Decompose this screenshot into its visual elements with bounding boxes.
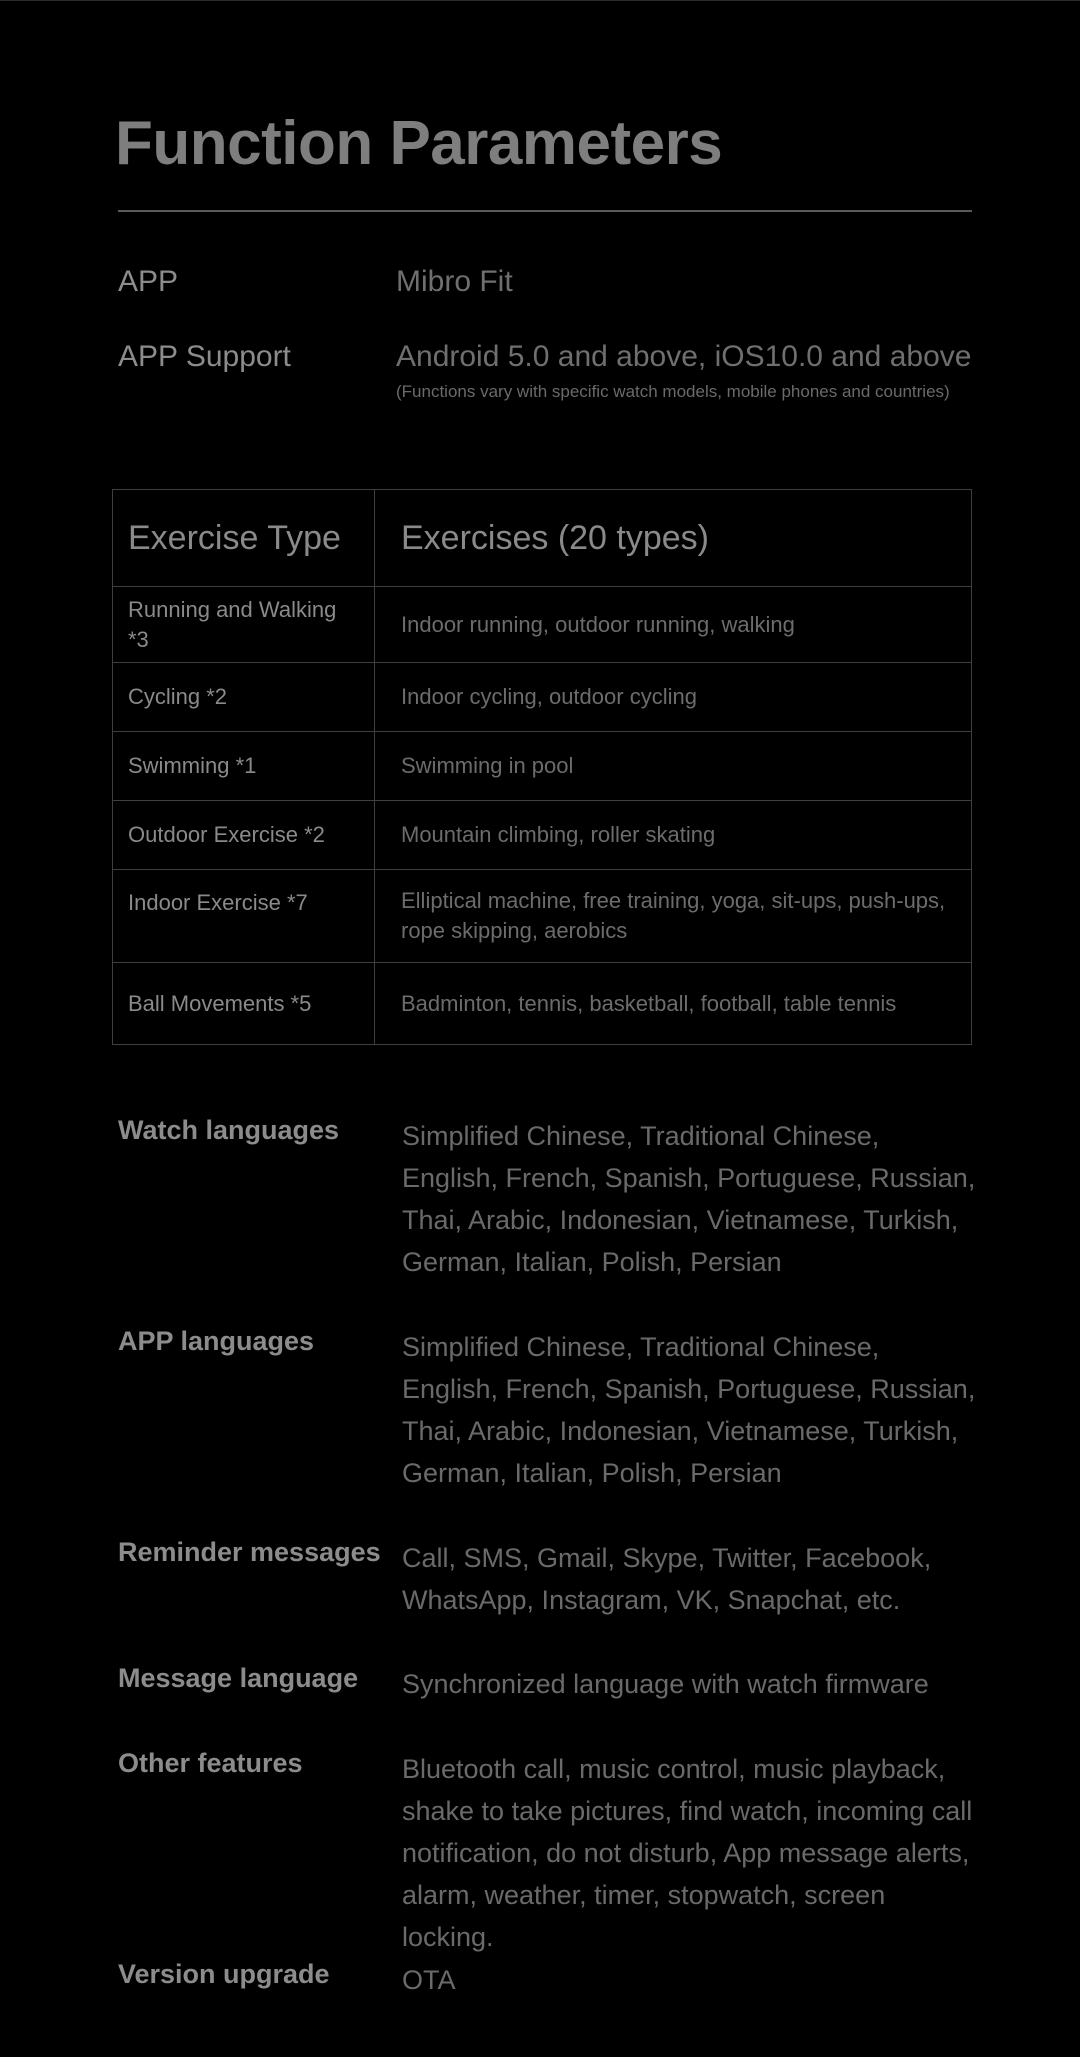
spec-label: Other features [118,1748,303,1778]
spec-value: Call, SMS, Gmail, Skype, Twitter, Facebook, WhatsApp, Instagram, VK, Snapchat, etc. [402,1543,932,1615]
exercise-list-cell: Indoor cycling, outdoor cycling [375,663,972,732]
exercise-list-cell: Badminton, tennis, basketball, football, table tennis [375,963,972,1045]
spec-value: Bluetooth call, music control, music playback, shake to take pictures, find watch, incoming call notification, do not disturb, App message alerts, alarm, weather, timer, stopwatch, screen locking. [402,1754,973,1952]
spec-label: Message language [118,1663,359,1693]
spec-value: Simplified Chinese, Traditional Chinese, English, French, Spanish, Portuguese, Russian, Thai, Arabic, Indonesian, Vietnamese, Turkish, German, Italian, Polish, Persian [402,1332,976,1488]
exercise-type-cell: Swimming *1 [113,732,375,801]
exercise-type-cell: Indoor Exercise *7 [113,870,375,963]
spec-label: Watch languages [118,1115,340,1145]
title-divider [118,210,972,212]
exercise-list-cell: Swimming in pool [375,732,972,801]
spec-label: APP languages [118,1326,315,1356]
spec-label: Reminder messages [118,1537,381,1567]
page-title: Function Parameters [115,109,723,178]
table-row [113,870,972,963]
app-support-label: APP Support [118,340,291,373]
app-support-note: (Functions vary with specific watch models, mobile phones and countries) [396,382,950,401]
exercise-table-header [113,490,972,587]
top-border-line [0,0,1080,1]
exercise-type-header: Exercise Type [113,490,375,587]
exercise-type-cell: Outdoor Exercise *2 [113,801,375,870]
app-support-value: Android 5.0 and above, iOS10.0 and above [396,340,972,373]
exercise-list-cell: Indoor running, outdoor running, walking [375,587,972,663]
exercise-type-cell: Running and Walking *3 [113,587,375,663]
spec-value: Simplified Chinese, Traditional Chinese, English, French, Spanish, Portuguese, Russian, Thai, Arabic, Indonesian, Vietnamese, Turkish, German, Italian, Polish, Persian [402,1121,976,1277]
exercise-list-cell: Elliptical machine, free training, yoga, sit-ups, push-ups, rope skipping, aerobics [375,870,972,963]
exercise-table [112,489,972,1045]
exercise-list-cell: Mountain climbing, roller skating [375,801,972,870]
exercise-type-cell: Cycling *2 [113,663,375,732]
table-row [113,732,972,801]
spec-label: Version upgrade [118,1959,330,1989]
exercises-header: Exercises (20 types) [375,490,972,587]
table-row [113,587,972,663]
table-row [113,963,972,1045]
table-row [113,663,972,732]
spec-value: OTA [402,1965,456,1995]
table-row [113,801,972,870]
spec-value: Synchronized language with watch firmware [402,1669,929,1699]
app-label: APP [118,265,179,298]
app-value: Mibro Fit [396,265,513,298]
exercise-type-cell: Ball Movements *5 [113,963,375,1045]
